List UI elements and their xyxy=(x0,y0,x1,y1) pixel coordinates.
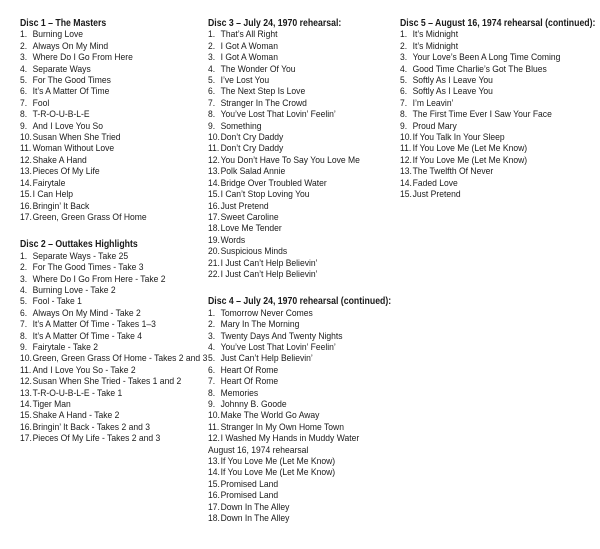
track-title: You’ve Lost That Lovin’ Feelin’ xyxy=(220,109,336,121)
track-row xyxy=(20,410,207,421)
track-row xyxy=(208,376,399,387)
track-number: 6. xyxy=(208,364,216,376)
track-row xyxy=(20,296,207,307)
track-title: Fairytale - Take 2 xyxy=(32,341,99,353)
track-number: 15. xyxy=(20,189,32,201)
track-row xyxy=(400,41,596,52)
disc-section xyxy=(208,18,399,280)
track-row xyxy=(208,258,399,269)
track-title: And I Love You So xyxy=(32,120,103,132)
track-number: 13. xyxy=(20,387,32,399)
track-number: 6. xyxy=(400,86,408,98)
track-number: 2. xyxy=(20,262,28,274)
track-title: Promised Land xyxy=(220,478,279,490)
track-number: 3. xyxy=(400,52,408,64)
track-row xyxy=(20,376,207,387)
disc-section xyxy=(400,18,596,201)
track-number: 14. xyxy=(400,177,412,189)
track-number: 7. xyxy=(400,97,408,109)
track-number: 6. xyxy=(20,86,28,98)
track-row xyxy=(20,121,207,132)
track-row xyxy=(208,399,399,410)
track-number: 1. xyxy=(208,307,216,319)
track-number: 4. xyxy=(20,63,28,75)
track-title: Your Love’s Been A Long Time Coming xyxy=(412,52,561,64)
track-row xyxy=(208,189,399,200)
track-number: 14. xyxy=(20,399,32,410)
track-number: 13. xyxy=(208,166,220,178)
track-number: 15. xyxy=(208,189,220,201)
track-row xyxy=(208,308,399,319)
track-number: 14. xyxy=(208,177,220,189)
track-number: 11. xyxy=(208,143,220,155)
track-title: If You Love Me (Let Me Know) xyxy=(412,154,528,166)
track-row xyxy=(208,86,399,97)
track-number: 16. xyxy=(20,200,32,212)
track-number: 8. xyxy=(400,109,408,121)
disc-title: Disc 3 – July 24, 1970 rehearsal: xyxy=(208,18,342,29)
track-title: You Don’t Have To Say You Love Me xyxy=(220,154,360,166)
track-number: 11. xyxy=(400,143,412,155)
track-number: 4. xyxy=(208,341,216,353)
track-title: It’s A Matter Of Time - Takes 1–3 xyxy=(32,319,156,331)
track-number: 9. xyxy=(20,341,28,353)
track-row xyxy=(20,109,207,120)
track-number: 9. xyxy=(20,120,28,132)
track-number: 8. xyxy=(20,330,28,342)
session-subheading-text: August 16, 1974 rehearsal xyxy=(208,444,309,456)
track-title: Good Time Charlie’s Got The Blues xyxy=(412,63,547,75)
track-row xyxy=(20,388,207,399)
track-title: Something xyxy=(220,120,262,132)
track-row xyxy=(20,319,207,330)
track-row xyxy=(20,64,207,75)
track-title: Softly As I Leave You xyxy=(412,86,493,98)
track-row xyxy=(400,52,596,63)
track-number: 5. xyxy=(20,296,28,308)
track-title: Separate Ways xyxy=(32,63,91,75)
track-number: 9. xyxy=(208,399,216,410)
track-title: Twenty Days And Twenty Nights xyxy=(220,330,343,342)
track-title: Just Pretend xyxy=(220,200,269,212)
track-number: 19. xyxy=(208,234,220,246)
track-row xyxy=(400,75,596,86)
track-number: 12. xyxy=(20,154,32,166)
track-number: 16. xyxy=(20,421,32,433)
track-number: 6. xyxy=(20,307,28,319)
track-number: 17. xyxy=(20,211,32,223)
track-number: 2. xyxy=(208,319,216,331)
track-number: 10. xyxy=(208,132,220,144)
track-title: You’ve Lost That Lovin’ Feelin’ xyxy=(220,341,336,353)
track-row xyxy=(208,178,399,189)
track-number: 1. xyxy=(20,250,28,262)
track-number: 7. xyxy=(20,97,28,109)
track-row xyxy=(208,98,399,109)
track-row xyxy=(208,502,399,513)
track-row xyxy=(400,29,596,40)
track-number: 11. xyxy=(20,143,32,155)
track-title: Don’t Cry Daddy xyxy=(220,132,284,144)
track-title: Memories xyxy=(220,387,259,399)
track-row xyxy=(208,75,399,86)
track-title: I Can Help xyxy=(32,189,74,201)
track-title: Shake A Hand xyxy=(32,154,87,166)
track-number: 4. xyxy=(20,284,28,296)
track-row xyxy=(400,132,596,143)
track-row xyxy=(208,479,399,490)
track-title: Suspicious Minds xyxy=(220,246,288,258)
track-row xyxy=(208,490,399,501)
track-title: Green, Green Grass Of Home xyxy=(32,211,147,223)
track-row xyxy=(208,143,399,154)
track-row xyxy=(20,274,207,285)
track-title: Down In The Alley xyxy=(220,501,290,513)
track-row xyxy=(400,109,596,120)
track-row xyxy=(20,178,207,189)
track-number: 9. xyxy=(208,120,216,132)
track-title: Fool xyxy=(32,97,50,109)
track-title: Heart Of Rome xyxy=(220,364,279,376)
track-number: 1. xyxy=(208,29,216,41)
track-title: I Just Can’t Help Believin’ xyxy=(220,268,318,280)
track-row xyxy=(208,64,399,75)
track-title: It’s Midnight xyxy=(412,40,459,52)
track-title: Stranger In My Own Home Town xyxy=(220,421,344,433)
track-row xyxy=(20,285,207,296)
track-number: 1. xyxy=(400,29,408,41)
track-row xyxy=(208,269,399,280)
track-row xyxy=(20,399,207,410)
track-row xyxy=(208,29,399,40)
track-row xyxy=(20,308,207,319)
track-row xyxy=(208,353,399,364)
track-row xyxy=(20,353,207,364)
track-row xyxy=(400,155,596,166)
disc-section xyxy=(20,239,207,444)
track-title: T-R-O-U-B-L-E xyxy=(32,109,90,121)
track-title: Just Pretend xyxy=(412,189,461,201)
track-row xyxy=(20,132,207,143)
track-row xyxy=(208,166,399,177)
track-row xyxy=(208,52,399,63)
track-row xyxy=(208,121,399,132)
track-row xyxy=(208,212,399,223)
track-row xyxy=(20,41,207,52)
track-title: Pieces Of My Life - Takes 2 and 3 xyxy=(32,433,161,445)
track-title: Woman Without Love xyxy=(32,143,115,155)
track-title: Shake A Hand - Take 2 xyxy=(32,410,120,422)
track-number: 14. xyxy=(20,177,32,189)
track-number: 5. xyxy=(208,75,216,87)
session-subheading xyxy=(208,445,399,456)
track-title: Always On My Mind xyxy=(32,40,109,52)
track-row xyxy=(208,467,399,478)
track-row xyxy=(20,201,207,212)
disc-title: Disc 5 – August 16, 1974 rehearsal (continued): xyxy=(400,18,596,29)
track-title: I Just Can’t Help Believin’ xyxy=(220,257,318,269)
track-title: Softly As I Leave You xyxy=(412,75,493,87)
track-number: 15. xyxy=(20,410,32,422)
track-title: It’s A Matter Of Time xyxy=(32,86,110,98)
track-title: It’s Midnight xyxy=(412,29,459,41)
track-number: 15. xyxy=(400,189,412,201)
track-title: Heart Of Rome xyxy=(220,376,279,388)
track-title: Down In The Alley xyxy=(220,513,290,525)
disc-title: Disc 2 – Outtakes Highlights xyxy=(20,239,138,251)
track-title: I’ve Lost You xyxy=(220,75,270,87)
track-number: 10. xyxy=(400,132,412,144)
track-row xyxy=(20,422,207,433)
track-number: 22. xyxy=(208,268,220,280)
track-title: Faded Love xyxy=(412,177,458,189)
track-title: Green, Green Grass Of Home - Takes 2 and 3 xyxy=(32,353,208,365)
track-number: 15. xyxy=(208,478,220,490)
track-title: Bringin’ It Back xyxy=(32,200,90,212)
track-title: Susan When She Tried - Takes 1 and 2 xyxy=(32,376,182,388)
track-number: 16. xyxy=(208,200,220,212)
track-number: 3. xyxy=(208,330,216,342)
track-number: 11. xyxy=(20,364,32,376)
track-title: Love Me Tender xyxy=(220,223,282,235)
track-row xyxy=(400,178,596,189)
tracklist-column-2 xyxy=(208,18,399,524)
track-number: 2. xyxy=(400,40,408,52)
track-title: The Next Step Is Love xyxy=(220,86,306,98)
track-row xyxy=(208,365,399,376)
track-title: The Wonder Of You xyxy=(220,63,296,75)
track-number: 8. xyxy=(208,387,216,399)
track-title: Susan When She Tried xyxy=(32,132,121,144)
track-number: 2. xyxy=(20,40,28,52)
track-title: Bringin’ It Back - Takes 2 and 3 xyxy=(32,421,150,433)
track-row xyxy=(20,189,207,200)
track-title: I Got A Woman xyxy=(220,40,278,52)
track-row xyxy=(20,342,207,353)
track-title: The First Time Ever I Saw Your Face xyxy=(412,109,552,121)
track-title: Mary In The Morning xyxy=(220,319,300,331)
track-title: Fairytale xyxy=(32,177,66,189)
track-number: 16. xyxy=(208,490,220,502)
track-number: 14. xyxy=(208,467,220,479)
disc-title: Disc 4 – July 24, 1970 rehearsal (continued): xyxy=(208,296,392,308)
track-row xyxy=(20,166,207,177)
track-row xyxy=(208,331,399,342)
track-title: The Twelfth Of Never xyxy=(412,166,494,178)
track-title: If You Love Me (Let Me Know) xyxy=(412,143,528,155)
track-title: Burning Love - Take 2 xyxy=(32,284,116,296)
track-title: Always On My Mind - Take 2 xyxy=(32,307,141,319)
track-number: 12. xyxy=(208,433,220,445)
track-number: 10. xyxy=(208,410,220,422)
track-row xyxy=(20,143,207,154)
track-row xyxy=(400,166,596,177)
track-title: Burning Love xyxy=(32,29,83,41)
track-row xyxy=(20,155,207,166)
track-title: Words xyxy=(220,234,246,246)
track-title: It’s A Matter Of Time - Take 4 xyxy=(32,330,143,342)
track-row xyxy=(400,121,596,132)
track-row xyxy=(20,365,207,376)
track-title: Polk Salad Annie xyxy=(220,166,286,178)
track-row xyxy=(208,235,399,246)
track-row xyxy=(208,109,399,120)
track-title: I’m Leavin’ xyxy=(412,97,454,109)
track-number: 5. xyxy=(20,75,28,87)
track-row xyxy=(208,342,399,353)
track-number: 13. xyxy=(400,166,412,178)
track-row xyxy=(20,52,207,63)
track-number: 8. xyxy=(208,109,216,121)
track-title: Promised Land xyxy=(220,490,279,502)
track-number: 20. xyxy=(208,246,220,258)
track-title: Tiger Man xyxy=(32,399,71,410)
track-title: And I Love You So - Take 2 xyxy=(32,364,136,376)
track-title: Just Can’t Help Believin’ xyxy=(220,353,313,365)
track-row xyxy=(20,251,207,262)
track-row xyxy=(208,388,399,399)
track-title: Pieces Of My Life xyxy=(32,166,100,178)
track-title: Separate Ways - Take 25 xyxy=(32,250,129,262)
track-row xyxy=(20,262,207,273)
track-number: 18. xyxy=(208,223,220,235)
track-title: I Washed My Hands in Muddy Water xyxy=(220,433,360,445)
track-row xyxy=(208,319,399,330)
track-row xyxy=(208,155,399,166)
track-title: If You Love Me (Let Me Know) xyxy=(220,456,336,468)
disc-section xyxy=(20,18,207,223)
track-title: Bridge Over Troubled Water xyxy=(220,177,327,189)
track-title: Stranger In The Crowd xyxy=(220,97,307,109)
track-row xyxy=(400,64,596,75)
track-number: 12. xyxy=(400,154,412,166)
track-number: 1. xyxy=(20,29,28,41)
track-number: 3. xyxy=(20,273,28,285)
track-number: 12. xyxy=(20,376,32,388)
track-number: 4. xyxy=(400,63,408,75)
track-number: 4. xyxy=(208,63,216,75)
track-row xyxy=(208,132,399,143)
track-number: 13. xyxy=(20,166,32,178)
track-row xyxy=(208,422,399,433)
track-row xyxy=(20,29,207,40)
track-title: I Got A Woman xyxy=(220,52,278,64)
track-title: If You Talk In Your Sleep xyxy=(412,132,505,144)
tracklist-column-3 xyxy=(400,18,596,201)
track-number: 10. xyxy=(20,353,32,365)
disc-section xyxy=(208,296,399,524)
track-title: Where Do I Go From Here - Take 2 xyxy=(32,273,166,285)
track-row xyxy=(400,86,596,97)
track-number: 21. xyxy=(208,257,220,269)
track-title: For The Good Times - Take 3 xyxy=(32,262,144,274)
track-number: 10. xyxy=(20,132,32,144)
track-title: Sweet Caroline xyxy=(220,211,279,223)
track-row xyxy=(208,433,399,444)
track-number: 13. xyxy=(208,456,220,468)
track-title: T-R-O-U-B-L-E - Take 1 xyxy=(32,387,123,399)
track-title: Proud Mary xyxy=(412,120,457,132)
track-number: 3. xyxy=(20,52,28,64)
track-title: Johnny B. Goode xyxy=(220,399,287,410)
track-row xyxy=(400,98,596,109)
track-number: 5. xyxy=(400,75,408,87)
track-row xyxy=(20,86,207,97)
track-title: I Can’t Stop Loving You xyxy=(220,189,310,201)
track-row xyxy=(208,223,399,234)
track-number: 18. xyxy=(208,513,220,525)
track-row xyxy=(208,246,399,257)
track-row xyxy=(20,98,207,109)
track-row xyxy=(400,143,596,154)
track-number: 9. xyxy=(400,120,408,132)
track-number: 5. xyxy=(208,353,216,365)
track-row xyxy=(208,201,399,212)
track-title: Don’t Cry Daddy xyxy=(220,143,284,155)
track-title: For The Good Times xyxy=(32,75,111,87)
track-row xyxy=(20,212,207,223)
track-number: 17. xyxy=(208,211,220,223)
track-title: That’s All Right xyxy=(220,29,278,41)
track-number: 2. xyxy=(208,40,216,52)
track-number: 6. xyxy=(208,86,216,98)
track-title: If You Love Me (Let Me Know) xyxy=(220,467,336,479)
track-number: 12. xyxy=(208,154,220,166)
track-number: 17. xyxy=(20,433,32,445)
track-row xyxy=(208,410,399,421)
track-title: Make The World Go Away xyxy=(220,410,320,422)
track-title: Fool - Take 1 xyxy=(32,296,82,308)
track-number: 3. xyxy=(208,52,216,64)
track-row xyxy=(400,189,596,200)
track-title: Tomorrow Never Comes xyxy=(220,307,313,319)
track-number: 8. xyxy=(20,109,28,121)
track-number: 17. xyxy=(208,501,220,513)
tracklist-column-1 xyxy=(20,18,207,445)
disc-title: Disc 1 – The Masters xyxy=(20,18,107,29)
track-row xyxy=(208,456,399,467)
track-number: 11. xyxy=(208,421,220,433)
track-number: 7. xyxy=(20,319,28,331)
track-row xyxy=(20,75,207,86)
track-row xyxy=(208,513,399,524)
track-row xyxy=(20,433,207,444)
track-row xyxy=(208,41,399,52)
track-row xyxy=(20,331,207,342)
track-number: 7. xyxy=(208,376,216,388)
track-number: 7. xyxy=(208,97,216,109)
track-title: Where Do I Go From Here xyxy=(32,52,133,64)
